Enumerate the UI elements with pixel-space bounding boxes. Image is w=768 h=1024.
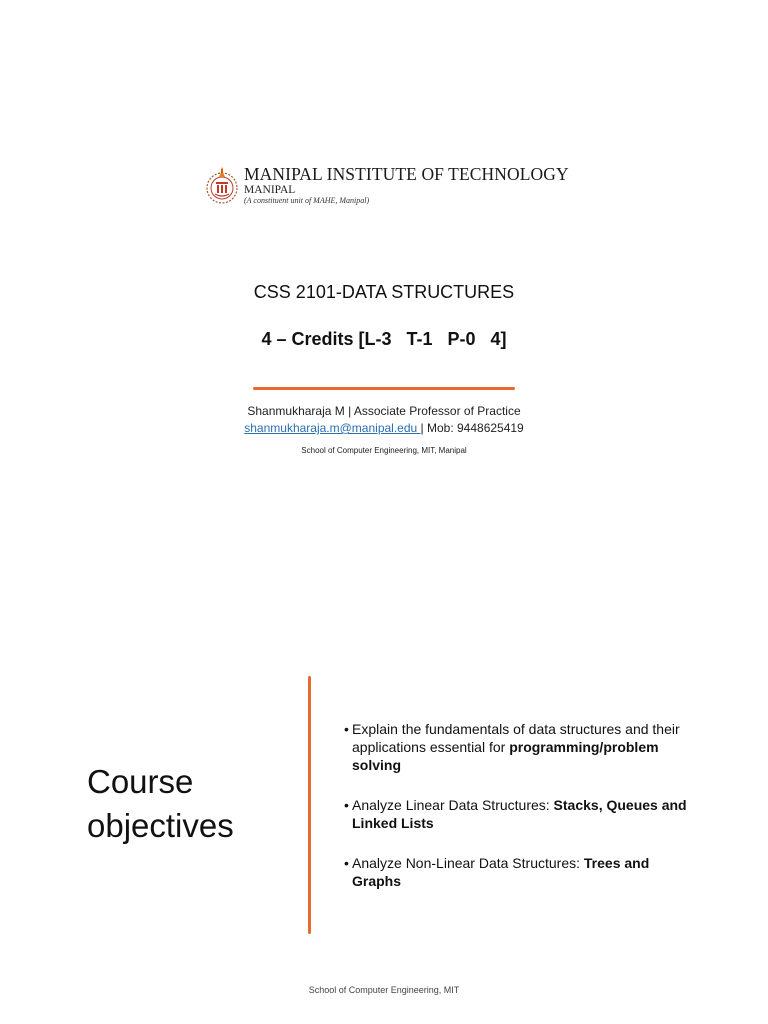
bullet-icon: • <box>344 797 349 813</box>
objectives-heading: Course objectives <box>87 763 234 844</box>
objective-text: Analyze Non-Linear Data Structures: <box>352 855 584 871</box>
author-email-link[interactable]: shanmukharaja.m@manipal.edu <box>244 421 421 435</box>
bullet-icon: • <box>344 855 349 871</box>
author-mobile: | Mob: 9448625419 <box>420 421 524 435</box>
institution-logo <box>206 162 568 214</box>
objective-item <box>344 720 694 774</box>
objectives-list <box>344 720 694 912</box>
objective-bold-text: programming/problem solving <box>352 739 659 773</box>
page-footer: School of Computer Engineering, MIT <box>308 985 460 995</box>
manipal-emblem-icon <box>206 164 242 208</box>
accent-divider <box>253 387 515 390</box>
course-credits: 4 – Credits [L-3 T-1 P-0 4] <box>261 329 507 349</box>
institution-name: MANIPAL INSTITUTE OF TECHNOLOGY <box>244 164 569 184</box>
bullet-icon: • <box>344 721 349 737</box>
institution-unit-note: (A constituent unit of MAHE, Manipal) <box>244 196 370 205</box>
objective-text: Explain the fundamentals of data structures and their applications essential for <box>352 721 680 755</box>
objective-bold-text: Stacks, Queues and Linked Lists <box>352 797 687 831</box>
vertical-divider <box>308 676 311 934</box>
course-title: CSS 2101-DATA STRUCTURES <box>253 282 515 302</box>
author-name-role: Shanmukharaja M | Associate Professor of Practice <box>247 404 521 418</box>
institution-city: MANIPAL <box>244 184 296 196</box>
objective-item <box>344 854 694 890</box>
author-contact <box>0 421 768 435</box>
objective-item <box>344 796 694 832</box>
objective-text: Analyze Linear Data Structures: <box>352 797 554 813</box>
school-name: School of Computer Engineering, MIT, Manipal <box>301 446 467 455</box>
objective-bold-text: Trees and Graphs <box>352 855 650 889</box>
